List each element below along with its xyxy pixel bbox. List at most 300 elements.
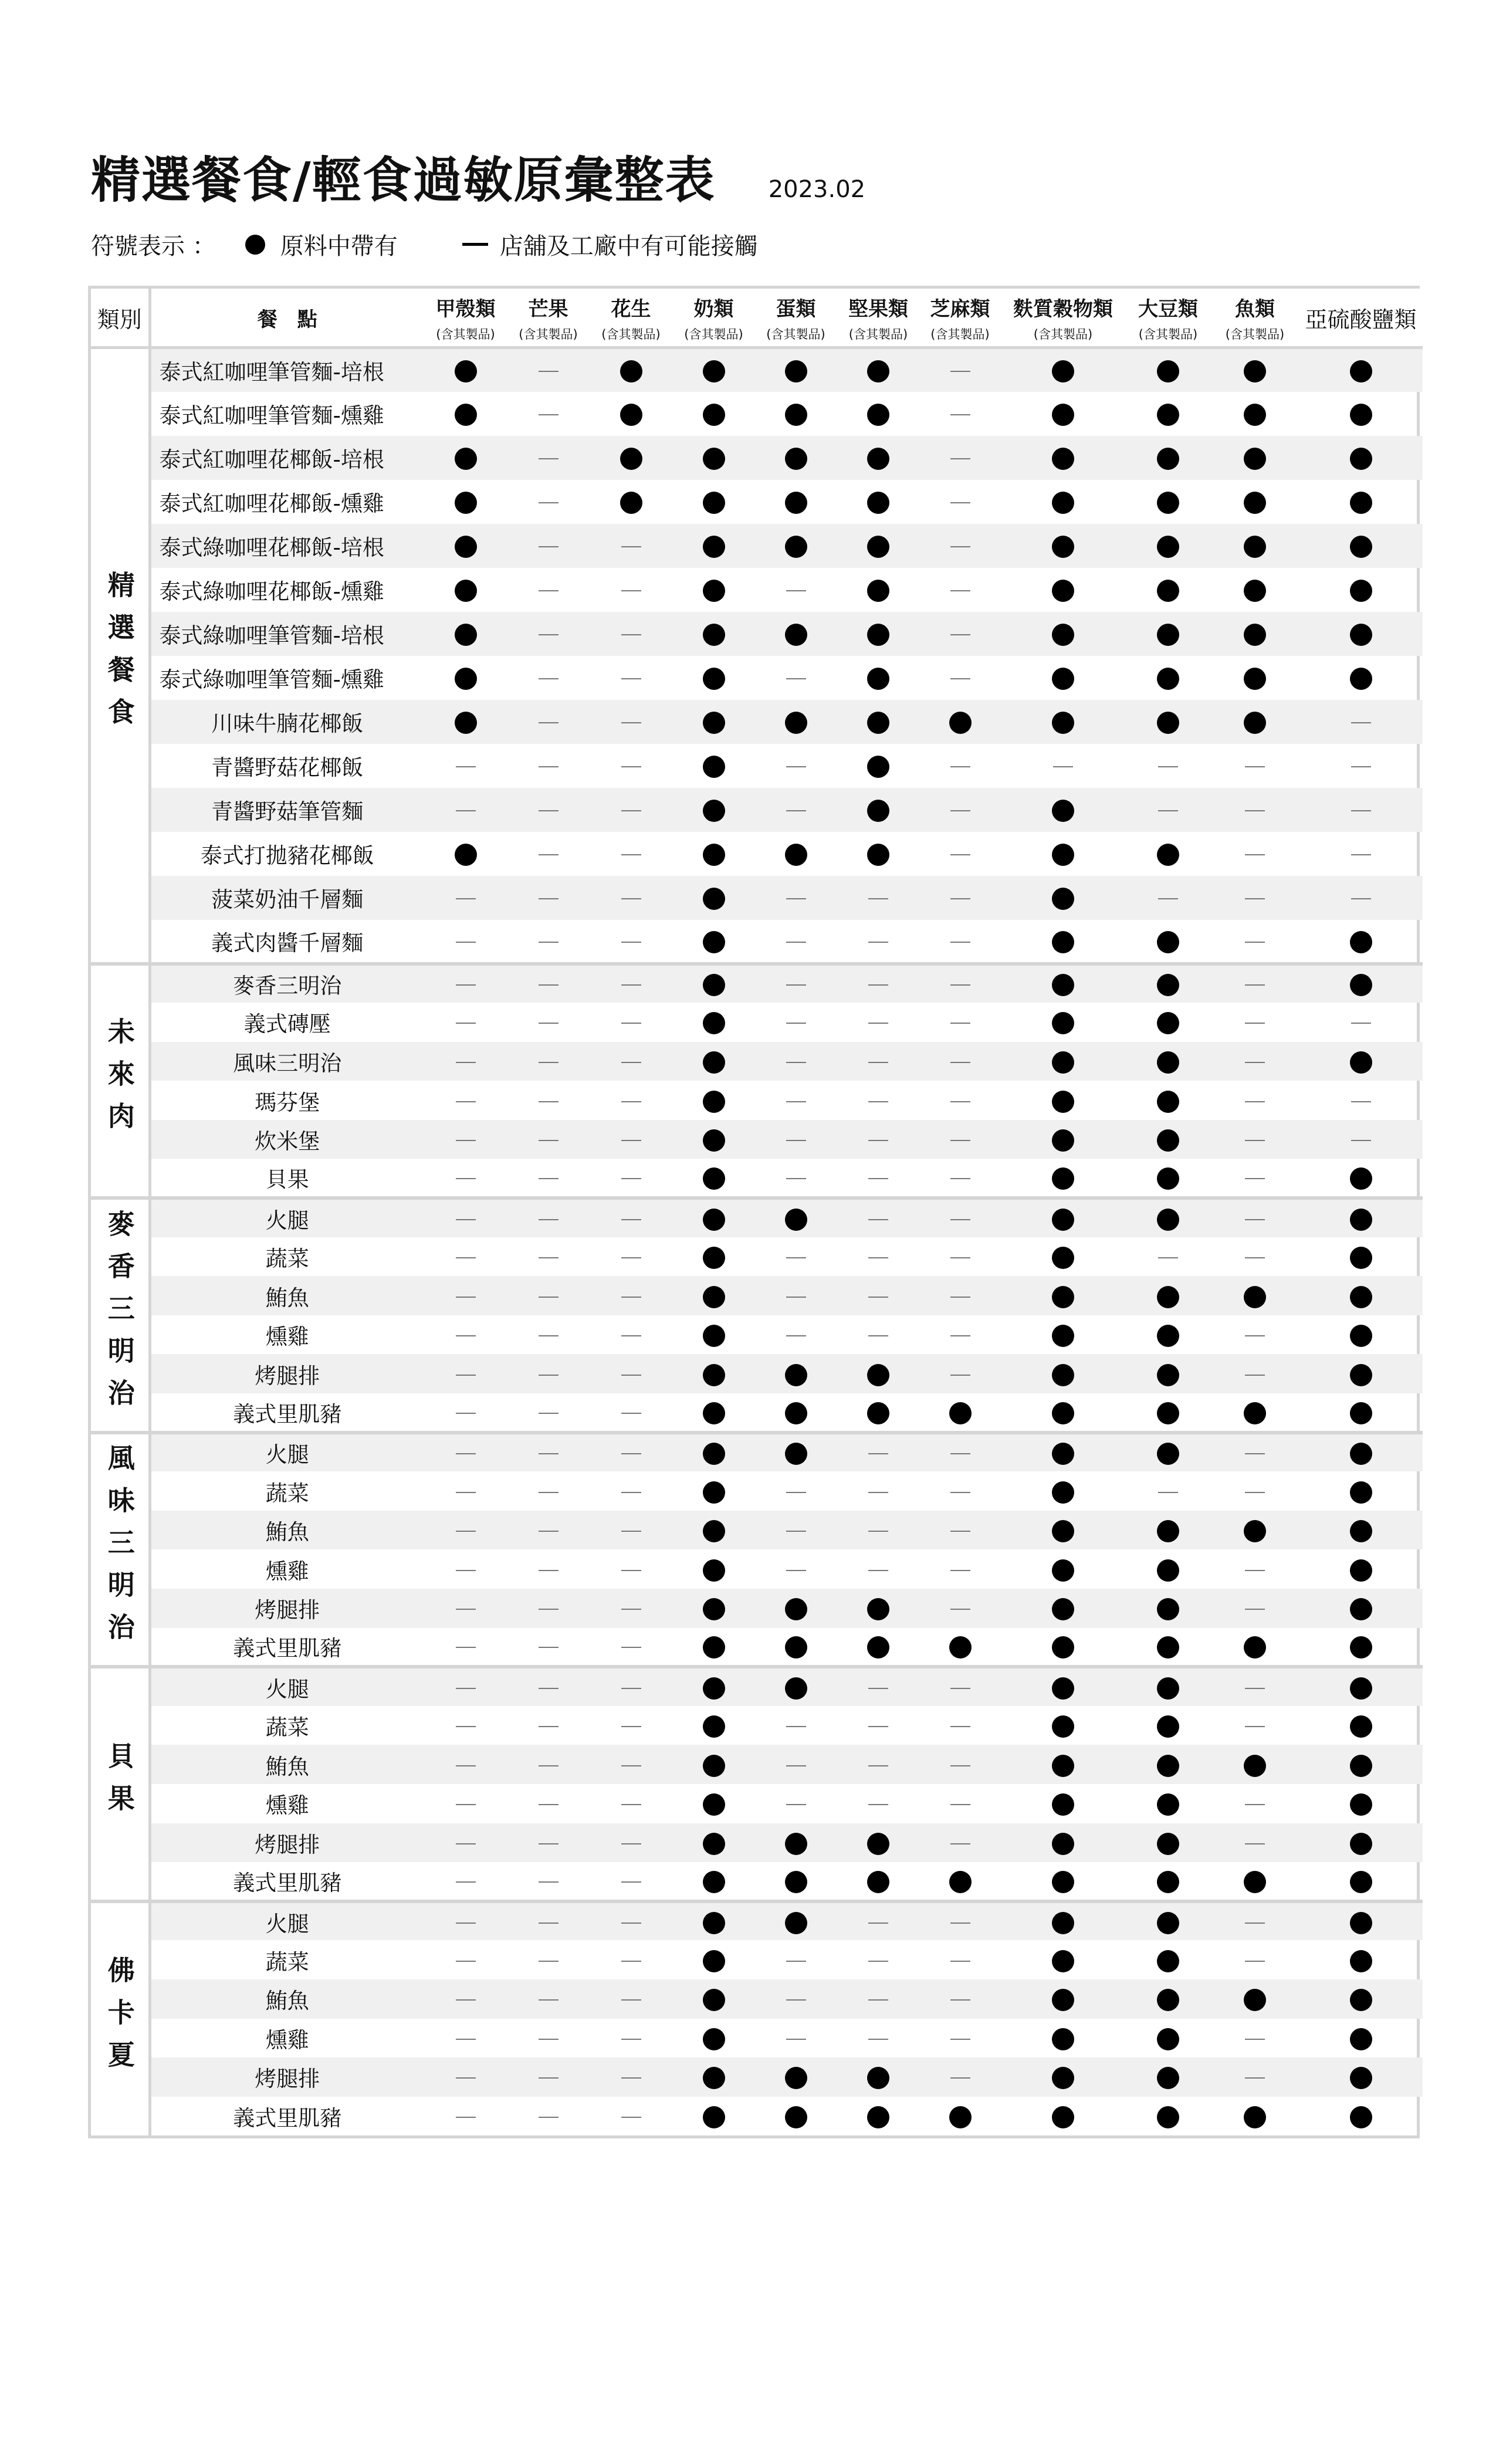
table-row: [91, 1471, 1423, 1511]
allergen-cell: [1299, 1940, 1423, 1979]
allergen-cell: [424, 788, 507, 832]
may-contact-dash-icon: [621, 2077, 641, 2079]
contains-dot-icon: [785, 1598, 807, 1620]
table-row: [91, 700, 1423, 744]
item-name: 烤腿排: [150, 1823, 424, 1863]
allergen-cell: [837, 436, 919, 480]
allergen-sub: (含其製品): [1225, 327, 1285, 341]
may-contact-dash-icon: [786, 1335, 806, 1336]
allergen-cell: [1299, 1823, 1423, 1863]
contains-dot-icon: [1052, 668, 1074, 690]
may-contact-dash-icon: [539, 590, 559, 591]
allergen-cell: [1299, 1081, 1423, 1120]
contains-dot-icon: [1157, 360, 1179, 383]
allergen-cell: [754, 700, 837, 744]
may-contact-dash-icon: [539, 1178, 559, 1179]
allergen-cell: [424, 1706, 507, 1745]
category-label: [91, 964, 150, 1199]
may-contact-dash-icon: [621, 1062, 641, 1063]
allergen-cell: [754, 524, 837, 568]
allergen-sub: (含其製品): [684, 327, 743, 341]
item-name: 泰式紅咖哩花椰飯-培根: [150, 436, 424, 480]
table-row: [91, 2097, 1423, 2136]
item-name: 泰式紅咖哩筆管麵-燻雞: [159, 403, 384, 428]
header-allergen: [1299, 289, 1423, 348]
allergen-cell: [1299, 612, 1423, 656]
allergen-cell: [424, 1237, 507, 1277]
may-contact-dash-icon: [1245, 1843, 1265, 1844]
contains-dot-icon: [703, 1520, 725, 1542]
allergen-cell: [1125, 568, 1211, 612]
may-contact-dash-icon: [950, 546, 970, 547]
allergen-cell: [754, 480, 837, 524]
may-contact-dash-icon: [1245, 1101, 1265, 1102]
allergen-cell: [754, 964, 837, 1003]
allergen-sub: (含其製品): [601, 327, 661, 341]
may-contact-dash-icon: [539, 1570, 559, 1571]
allergen-cell: [754, 1276, 837, 1315]
may-contact-dash-icon: [539, 634, 559, 635]
contains-dot-icon: [1157, 580, 1179, 602]
contains-dot-icon: [1350, 1167, 1372, 1190]
allergen-name: 大豆類: [1138, 297, 1198, 321]
header-item: 餐 點: [150, 289, 424, 348]
allergen-cell: [754, 348, 837, 392]
may-contact-dash-icon: [456, 1881, 476, 1883]
contains-dot-icon: [1157, 1559, 1179, 1582]
header-allergen: [837, 289, 919, 348]
allergen-cell: [754, 1667, 837, 1706]
allergen-cell: [754, 1159, 837, 1198]
allergen-cell: [1001, 964, 1125, 1003]
allergen-cell: [1001, 1198, 1125, 1237]
allergen-cell: [424, 1823, 507, 1863]
may-contact-dash-icon: [1158, 766, 1178, 767]
contains-dot-icon: [1157, 712, 1179, 734]
allergen-sub: (含其製品): [519, 327, 578, 341]
allergen-cell: [1001, 1979, 1125, 2019]
allergen-cell: [1001, 2057, 1125, 2097]
allergen-cell: [589, 1433, 673, 1472]
may-contact-dash-icon: [950, 1609, 970, 1610]
may-contact-dash-icon: [1245, 1804, 1265, 1805]
allergen-cell: [507, 1237, 589, 1277]
contains-dot-icon: [703, 1129, 725, 1152]
allergen-cell: [837, 1549, 919, 1589]
allergen-cell: [754, 656, 837, 700]
allergen-cell: [673, 2097, 754, 2136]
contains-dot-icon: [1157, 844, 1179, 866]
allergen-cell: [919, 568, 1001, 612]
contains-dot-icon: [1157, 1912, 1179, 1934]
contains-dot-icon: [1052, 800, 1074, 822]
allergen-cell: [919, 1315, 1001, 1355]
allergen-cell: [1125, 1862, 1211, 1901]
may-contact-dash-icon: [1158, 1492, 1178, 1493]
contains-dot-icon: [785, 1364, 807, 1386]
allergen-cell: [1211, 1198, 1299, 1237]
allergen-cell: [507, 700, 589, 744]
may-contact-dash-icon: [539, 414, 559, 415]
allergen-cell: [507, 1784, 589, 1823]
allergen-cell: [919, 832, 1001, 876]
may-contact-dash-icon: [621, 1923, 641, 1924]
contains-dot-icon: [1052, 1129, 1074, 1152]
allergen-cell: [1299, 2097, 1423, 2136]
allergen-cell: [754, 1589, 837, 1628]
allergen-cell: [919, 700, 1001, 744]
allergen-cell: [1125, 1706, 1211, 1745]
header-allergen: [919, 289, 1001, 348]
allergen-cell: [1001, 1589, 1125, 1628]
allergen-cell: [673, 1237, 754, 1277]
allergen-cell: [424, 1901, 507, 1941]
allergen-cell: [673, 1471, 754, 1511]
table-row: [91, 1042, 1423, 1081]
may-contact-dash-icon: [1245, 1453, 1265, 1454]
may-contact-dash-icon: [539, 1765, 559, 1766]
may-contact-dash-icon: [621, 1688, 641, 1689]
allergen-cell: [1001, 1511, 1125, 1550]
item-name: 泰式紅咖哩花椰飯-燻雞: [159, 491, 384, 516]
allergen-cell: [754, 568, 837, 612]
item-name: 菠菜奶油千層麵: [150, 876, 424, 920]
contains-dot-icon: [867, 2067, 889, 2089]
allergen-name: 芒果: [528, 297, 568, 321]
contains-dot-icon: [867, 404, 889, 426]
may-contact-dash-icon: [1351, 1101, 1371, 1102]
allergen-cell: [919, 1042, 1001, 1081]
allergen-cell: [837, 1471, 919, 1511]
allergen-cell: [1211, 2057, 1299, 2097]
contains-dot-icon: [703, 1091, 725, 1113]
contains-dot-icon: [949, 1636, 972, 1659]
may-contact-dash-icon: [1351, 1023, 1371, 1024]
contains-dot-icon: [785, 712, 807, 734]
contains-dot-icon: [1052, 974, 1074, 996]
allergen-cell: [919, 876, 1001, 920]
contains-dot-icon: [1052, 624, 1074, 646]
table-row: [91, 876, 1423, 920]
contains-dot-icon: [1350, 1871, 1372, 1893]
may-contact-dash-icon: [456, 1140, 476, 1141]
allergen-cell: [1211, 1823, 1299, 1863]
may-contact-dash-icon: [539, 1140, 559, 1141]
allergen-cell: [919, 744, 1001, 788]
legend: [91, 228, 758, 261]
may-contact-dash-icon: [539, 1062, 559, 1063]
contains-dot-icon: [867, 624, 889, 646]
contains-dot-icon: [1157, 404, 1179, 426]
allergen-cell: [754, 1198, 837, 1237]
may-contact-dash-icon: [621, 1453, 641, 1454]
allergen-cell: [1299, 1979, 1423, 2019]
allergen-cell: [1001, 1003, 1125, 1042]
allergen-cell: [1001, 436, 1125, 480]
table-body: [91, 348, 1423, 2136]
allergen-cell: [1211, 348, 1299, 392]
allergen-cell: [837, 1081, 919, 1120]
contains-dot-icon: [785, 492, 807, 514]
allergen-cell: [837, 788, 919, 832]
may-contact-dash-icon: [1245, 1257, 1265, 1258]
may-contact-dash-icon: [539, 1257, 559, 1258]
allergen-cell: [837, 480, 919, 524]
allergen-cell: [754, 1706, 837, 1745]
legend-dot-icon: [245, 235, 265, 255]
header-allergen: [1001, 289, 1125, 348]
allergen-cell: [507, 1823, 589, 1863]
may-contact-dash-icon: [868, 1726, 888, 1727]
allergen-cell: [673, 1354, 754, 1393]
allergen-cell: [1001, 2019, 1125, 2058]
may-contact-dash-icon: [456, 1062, 476, 1063]
contains-dot-icon: [1157, 1012, 1179, 1034]
may-contact-dash-icon: [868, 1257, 888, 1258]
allergen-cell: [424, 920, 507, 964]
allergen-cell: [673, 1979, 754, 2019]
may-contact-dash-icon: [950, 1375, 970, 1376]
contains-dot-icon: [785, 1912, 807, 1934]
allergen-cell: [754, 1784, 837, 1823]
allergen-cell: [589, 1901, 673, 1941]
may-contact-dash-icon: [456, 1335, 476, 1336]
allergen-cell: [673, 920, 754, 964]
contains-dot-icon: [1052, 1715, 1074, 1738]
may-contact-dash-icon: [868, 1219, 888, 1220]
allergen-cell: [1211, 788, 1299, 832]
table-row: [91, 1315, 1423, 1355]
contains-dot-icon: [703, 1598, 725, 1620]
may-contact-dash-icon: [621, 1531, 641, 1532]
allergen-cell: [754, 1745, 837, 1784]
contains-dot-icon: [703, 1677, 725, 1700]
allergen-cell: [837, 568, 919, 612]
allergen-sub: (含其製品): [930, 327, 990, 341]
may-contact-dash-icon: [456, 1257, 476, 1258]
category-label: [91, 1901, 150, 2136]
allergen-cell: [589, 2019, 673, 2058]
may-contact-dash-icon: [539, 1609, 559, 1610]
allergen-cell: [507, 1198, 589, 1237]
item-name: 義式里肌豬: [233, 1636, 342, 1661]
allergen-cell: [1125, 1667, 1211, 1706]
contains-dot-icon: [703, 2067, 725, 2089]
contains-dot-icon: [1350, 2106, 1372, 2128]
allergen-cell: [1001, 1745, 1125, 1784]
header-row: [91, 289, 1423, 348]
contains-dot-icon: [1052, 1912, 1074, 1934]
may-contact-dash-icon: [621, 1647, 641, 1648]
allergen-cell: [754, 920, 837, 964]
may-contact-dash-icon: [539, 1297, 559, 1298]
allergen-cell: [1211, 1511, 1299, 1550]
may-contact-dash-icon: [621, 1843, 641, 1844]
allergen-cell: [673, 568, 754, 612]
allergen-cell: [1001, 1940, 1125, 1979]
contains-dot-icon: [1350, 1443, 1372, 1465]
allergen-cell: [507, 1940, 589, 1979]
allergen-cell: [1125, 1940, 1211, 1979]
allergen-cell: [673, 1393, 754, 1433]
may-contact-dash-icon: [456, 1413, 476, 1414]
contains-dot-icon: [785, 624, 807, 646]
may-contact-dash-icon: [868, 1023, 888, 1024]
may-contact-dash-icon: [950, 1178, 970, 1179]
may-contact-dash-icon: [1245, 854, 1265, 855]
allergen-name: 奶類: [693, 297, 734, 321]
allergen-cell: [1001, 1862, 1125, 1901]
allergen-cell: [589, 2097, 673, 2136]
may-contact-dash-icon: [456, 1570, 476, 1571]
allergen-cell: [837, 1042, 919, 1081]
contains-dot-icon: [1052, 931, 1074, 953]
allergen-cell: [754, 1081, 837, 1120]
allergen-cell: [1125, 656, 1211, 700]
category-label: [91, 348, 150, 964]
allergen-cell: [673, 1862, 754, 1901]
may-contact-dash-icon: [539, 1453, 559, 1454]
contains-dot-icon: [620, 492, 642, 514]
may-contact-dash-icon: [539, 1219, 559, 1220]
may-contact-dash-icon: [786, 678, 806, 679]
allergen-cell: [1001, 524, 1125, 568]
allergen-cell: [507, 2057, 589, 2097]
allergen-cell: [1211, 1471, 1299, 1511]
allergen-cell: [837, 1433, 919, 1472]
allergen-cell: [673, 1745, 754, 1784]
allergen-cell: [1001, 348, 1125, 392]
table-row: [91, 1979, 1423, 2019]
contains-dot-icon: [620, 360, 642, 383]
allergen-cell: [754, 436, 837, 480]
allergen-cell: [507, 1393, 589, 1433]
allergen-cell: [754, 1511, 837, 1550]
item-name: 泰式綠咖哩花椰飯-培根: [150, 524, 424, 568]
contains-dot-icon: [785, 448, 807, 470]
item-name: 義式肉醬千層麵: [211, 930, 364, 956]
may-contact-dash-icon: [621, 1257, 641, 1258]
allergen-cell: [919, 480, 1001, 524]
may-contact-dash-icon: [868, 1062, 888, 1063]
allergen-cell: [673, 1940, 754, 1979]
may-contact-dash-icon: [1245, 1219, 1265, 1220]
may-contact-dash-icon: [539, 1101, 559, 1102]
contains-dot-icon: [785, 2106, 807, 2128]
may-contact-dash-icon: [868, 1765, 888, 1766]
allergen-cell: [837, 1159, 919, 1198]
category-text: 佛卡夏: [103, 1956, 136, 2083]
allergen-cell: [1125, 1003, 1211, 1042]
may-contact-dash-icon: [950, 1961, 970, 1962]
allergen-cell: [754, 1354, 837, 1393]
may-contact-dash-icon: [868, 1531, 888, 1532]
allergen-cell: [507, 1120, 589, 1159]
allergen-cell: [754, 1979, 837, 2019]
contains-dot-icon: [703, 974, 725, 996]
contains-dot-icon: [703, 888, 725, 910]
allergen-cell: [589, 568, 673, 612]
allergen-cell: [1299, 876, 1423, 920]
may-contact-dash-icon: [539, 371, 559, 372]
item-name: 泰式綠咖哩花椰飯-燻雞: [159, 579, 384, 604]
may-contact-dash-icon: [786, 2039, 806, 2040]
may-contact-dash-icon: [456, 1688, 476, 1689]
allergen-cell: [1001, 1276, 1125, 1315]
may-contact-dash-icon: [456, 1101, 476, 1102]
allergen-cell: [837, 392, 919, 436]
may-contact-dash-icon: [539, 2039, 559, 2040]
category-label: [91, 1198, 150, 1433]
contains-dot-icon: [703, 404, 725, 426]
allergen-cell: [424, 1979, 507, 2019]
item-name: 烤腿排: [150, 1354, 424, 1393]
allergen-cell: [507, 524, 589, 568]
table-row: [91, 1784, 1423, 1823]
contains-dot-icon: [1052, 1481, 1074, 1504]
contains-dot-icon: [1052, 1520, 1074, 1542]
allergen-cell: [424, 1276, 507, 1315]
allergen-cell: [1211, 964, 1299, 1003]
may-contact-dash-icon: [950, 1023, 970, 1024]
table-row: [91, 1120, 1423, 1159]
may-contact-dash-icon: [621, 1492, 641, 1493]
contains-dot-icon: [620, 448, 642, 470]
may-contact-dash-icon: [621, 1765, 641, 1766]
allergen-cell: [424, 1471, 507, 1511]
allergen-cell: [1125, 1159, 1211, 1198]
allergen-cell: [1211, 1784, 1299, 1823]
allergen-cell: [589, 964, 673, 1003]
allergen-cell: [589, 1979, 673, 2019]
allergen-cell: [1211, 1745, 1299, 1784]
allergen-cell: [919, 1628, 1001, 1667]
allergen-cell: [754, 2057, 837, 2097]
allergen-cell: [1299, 1198, 1423, 1237]
allergen-cell: [1001, 1042, 1125, 1081]
header-category: 類別: [91, 289, 150, 348]
allergen-cell: [837, 1667, 919, 1706]
contains-dot-icon: [1350, 1520, 1372, 1542]
allergen-cell: [1211, 744, 1299, 788]
may-contact-dash-icon: [786, 984, 806, 986]
allergen-cell: [673, 1120, 754, 1159]
allergen-cell: [1299, 1315, 1423, 1355]
allergen-cell: [1299, 436, 1423, 480]
allergen-cell: [919, 1706, 1001, 1745]
table-row: [91, 1003, 1423, 1042]
item-name: 燻雞: [265, 2027, 309, 2053]
allergen-cell: [919, 612, 1001, 656]
allergen-cell: [1125, 1120, 1211, 1159]
contains-dot-icon: [867, 448, 889, 470]
may-contact-dash-icon: [539, 1881, 559, 1883]
allergen-cell: [1001, 1706, 1125, 1745]
may-contact-dash-icon: [786, 1140, 806, 1141]
allergen-cell: [1125, 700, 1211, 744]
allergen-cell: [1125, 964, 1211, 1003]
allergen-cell: [837, 1393, 919, 1433]
allergen-cell: [1299, 1159, 1423, 1198]
may-contact-dash-icon: [786, 1062, 806, 1063]
allergen-cell: [424, 1784, 507, 1823]
may-contact-dash-icon: [456, 1219, 476, 1220]
allergen-cell: [589, 1315, 673, 1355]
allergen-cell: [1001, 1315, 1125, 1355]
contains-dot-icon: [1350, 580, 1372, 602]
allergen-cell: [1299, 1706, 1423, 1745]
contains-dot-icon: [1350, 404, 1372, 426]
